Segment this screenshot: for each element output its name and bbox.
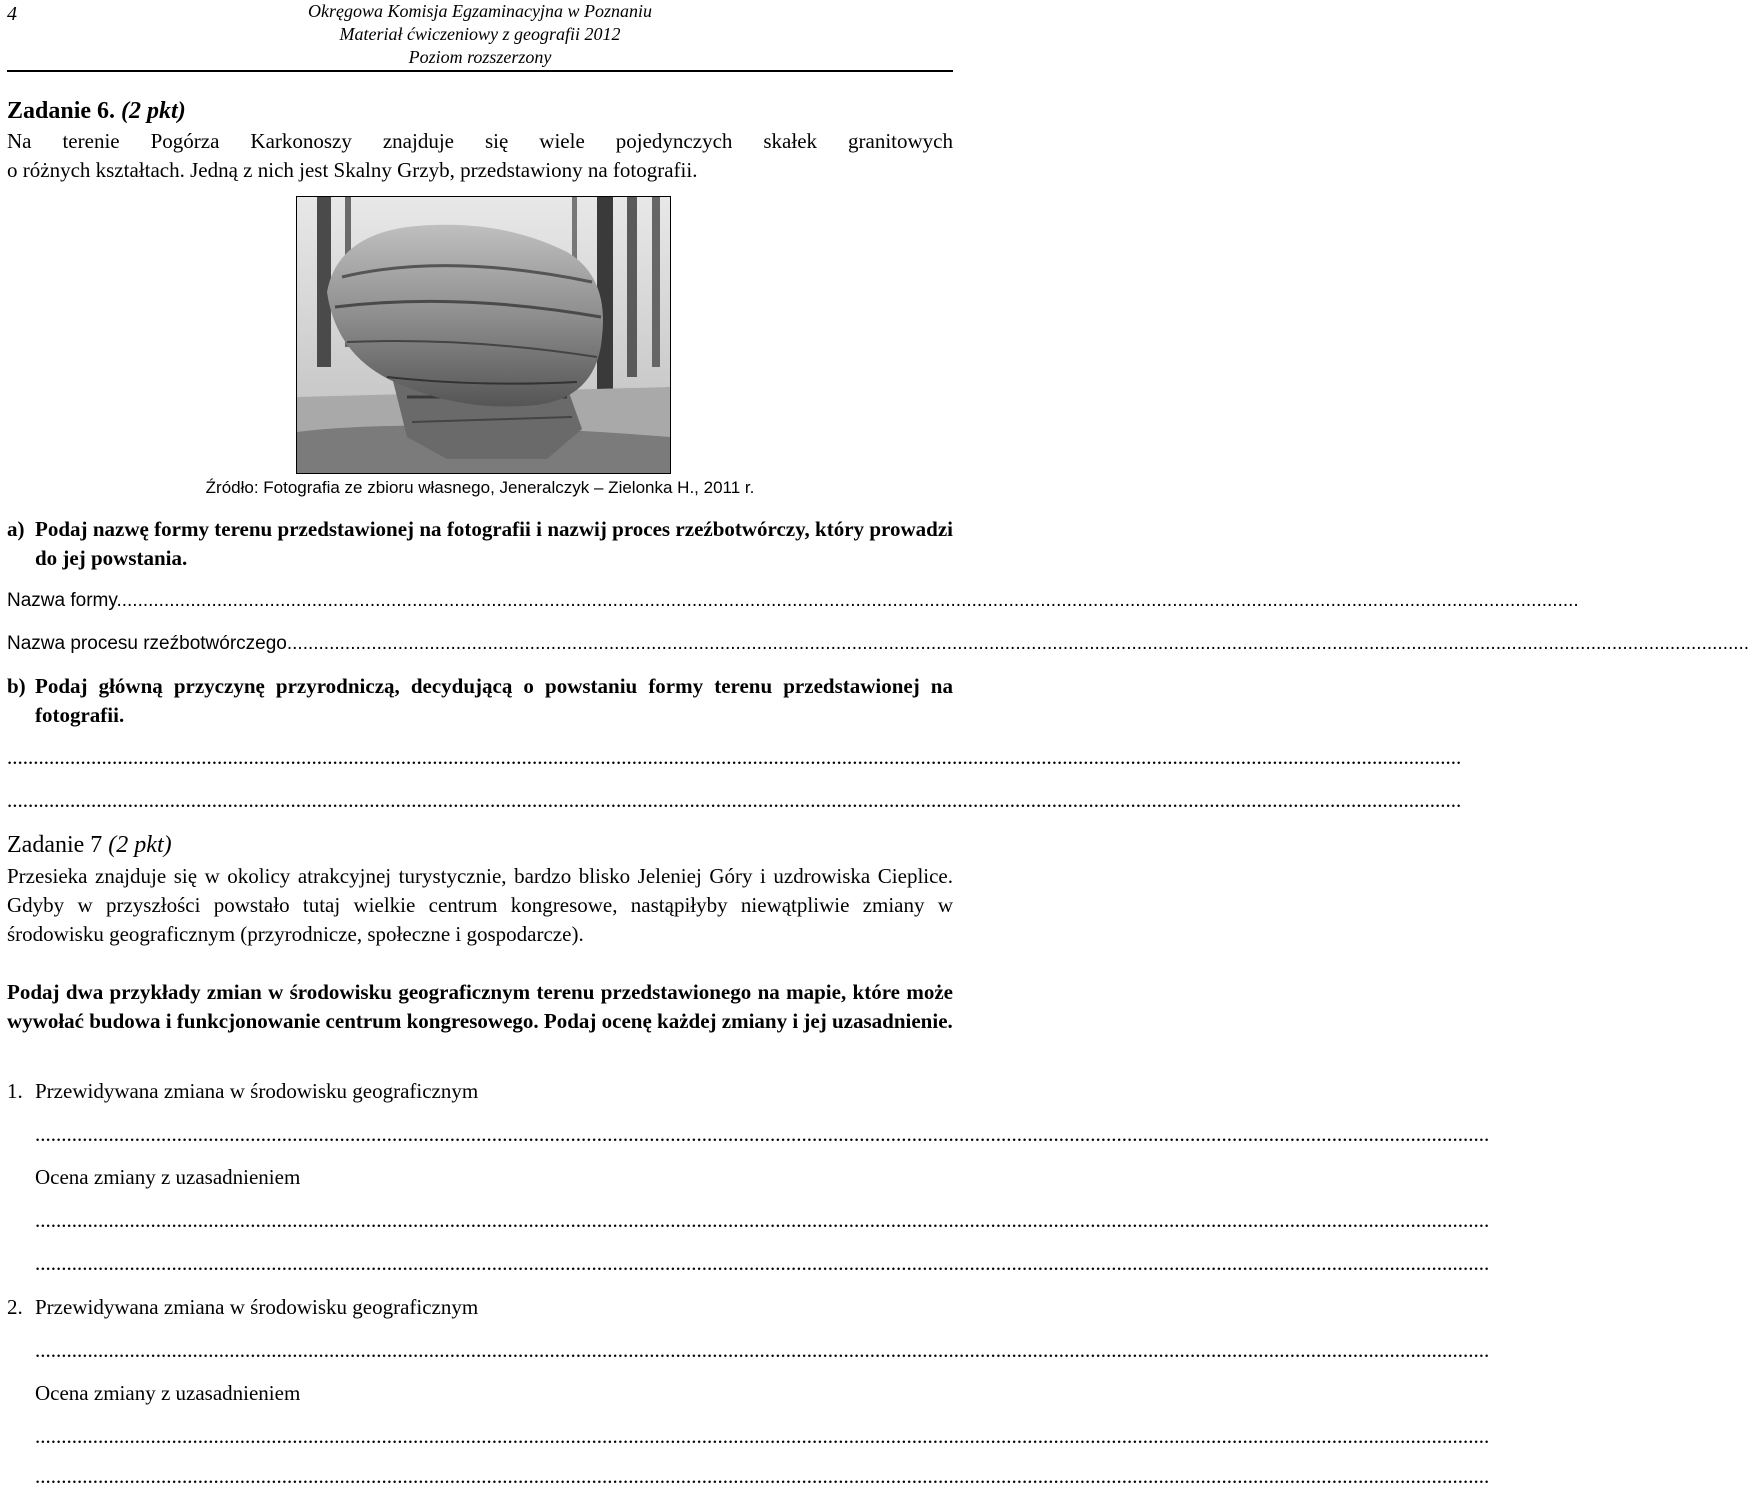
item2-heading — [7, 1293, 953, 1322]
process-name-label: Nazwa procesu rzeźbotwórczego — [7, 633, 287, 654]
task6-intro-line2: o różnych kształtach. Jedną z nich jest Skalny Grzyb, przedstawiony na fotografii. — [7, 158, 698, 182]
task6-title-main: Zadanie 6. — [7, 98, 116, 124]
question-b-label: b) — [7, 674, 26, 698]
item2-answer-line[interactable]: ..................................................................................................................................................................................................................................................................................... — [35, 1338, 1490, 1362]
answer-b-line-1[interactable]: ..................................................................................................................................................................................................................................................................................... — [7, 745, 1462, 769]
question-a — [7, 515, 953, 573]
question-b — [7, 672, 953, 730]
photo-source: Źródło: Fotografia ze zbioru własnego, Jeneralczyk – Zielonka H., 2011 r. — [205, 478, 755, 497]
header-line-2: Materiał ćwiczeniowy z geografii 2012 — [339, 24, 621, 44]
exam-page — [7, 0, 1749, 1488]
task6-title — [7, 96, 953, 126]
item1-heading — [7, 1077, 953, 1106]
item2-eval-line-1[interactable]: ..................................................................................................................................................................................................................................................................................... — [35, 1424, 1490, 1448]
item1-eval-line-2[interactable]: ..................................................................................................................................................................................................................................................................................... — [35, 1251, 1490, 1275]
form-name-label: Nazwa formy — [7, 590, 117, 611]
header-line-3: Poziom rozszerzony — [408, 47, 552, 67]
page-header — [7, 0, 953, 70]
question-b-text: Podaj główną przyczynę przyrodniczą, decydującą o powstaniu formy terenu przedstawionej na fotografii. — [35, 674, 953, 727]
task7-title-main: Zadanie 7 — [7, 832, 103, 858]
task6-intro — [7, 127, 953, 185]
question-a-label: a) — [7, 517, 25, 541]
item1-label: Przewidywana zmiana w środowisku geograficznym — [35, 1079, 479, 1103]
item2-number: 2. — [7, 1295, 23, 1319]
task6-intro-line1: Na terenie Pogórza Karkonoszy znajduje się wiele pojedynczych skałek granitowych — [7, 129, 953, 153]
form-name-line[interactable] — [7, 586, 1579, 615]
task6-title-points: (2 pkt) — [121, 98, 186, 124]
item2-eval-line-2[interactable]: ..................................................................................................................................................................................................................................................................................... — [35, 1464, 1490, 1488]
item2-label: Przewidywana zmiana w środowisku geograficznym — [35, 1295, 479, 1319]
item2-eval-label: Ocena zmiany z uzasadnieniem — [35, 1381, 301, 1405]
task7-intro-text: Przesieka znajduje się w okolicy atrakcyjnej turystycznie, bardzo blisko Jeleniej Góry i uzdrowiska Cieplice. Gdyby w przyszłości powstało tutaj wielkie centrum kongresowe, nastąpiłyby niewątpliwie zmiany w środowisku geograficznym (przyrodnicze, społeczne i gospodarcze). — [7, 864, 953, 946]
question-a-text: Podaj nazwę formy terenu przedstawionej na fotografii i nazwij proces rzeźbotwórczy, który prowadzi do jej powstania. — [35, 517, 953, 570]
task7-instruction-text: Podaj dwa przykłady zmian w środowisku geograficznym terenu przedstawionego na mapie, które może wywołać budowa i funkcjonowanie centrum kongresowego. Podaj ocenę każdej zmiany i jej uzasadnienie. — [7, 980, 953, 1033]
header-rule — [7, 70, 953, 72]
rock-photo — [296, 196, 671, 474]
answer-dots: ..................................................................................................................................................................................................................................................................................... — [116, 590, 1579, 611]
header-text — [7, 0, 953, 69]
item1-eval-line-1[interactable]: ..................................................................................................................................................................................................................................................................................... — [35, 1208, 1490, 1232]
task7-title — [7, 830, 953, 860]
answer-b-line-2[interactable]: ..................................................................................................................................................................................................................................................................................... — [7, 788, 1462, 812]
answer-dots: ..................................................................................................................................................................................................................................................................................... — [286, 633, 1749, 654]
task7-title-points: (2 pkt) — [108, 832, 172, 858]
task7-instruction — [7, 978, 953, 1036]
header-line-1: Okręgowa Komisja Egzaminacyjna w Poznaniu — [308, 1, 652, 21]
rock-photo-image — [297, 197, 670, 473]
task7-intro — [7, 862, 953, 949]
item1-answer-line[interactable]: ..................................................................................................................................................................................................................................................................................... — [35, 1122, 1490, 1146]
item1-eval-label: Ocena zmiany z uzasadnieniem — [35, 1165, 301, 1189]
item1-number: 1. — [7, 1079, 23, 1103]
process-name-line[interactable] — [7, 629, 1749, 658]
page-number: 4 — [7, 3, 17, 25]
